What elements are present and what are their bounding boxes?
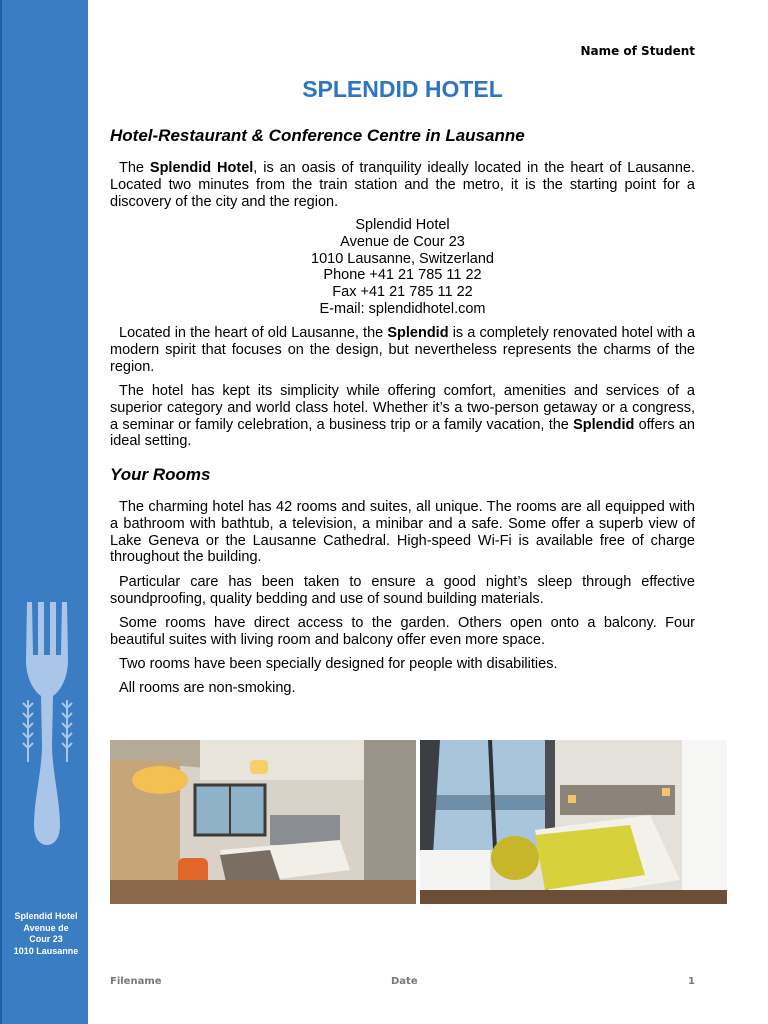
footer-filename: Filename — [110, 976, 162, 987]
intro-paragraph — [110, 160, 695, 210]
address-line: E-mail: splendidhotel.com — [319, 300, 486, 317]
footer-page-number: 1 — [688, 976, 695, 987]
sidebar-address-line: Cour 23 — [29, 934, 63, 944]
rooms-paragraph: The charming hotel has 42 rooms and suites, all unique. The rooms are all equipped with a bathroom with bathtub, a television, a minibar and a safe. Some offer a superb view of Lake Geneva or the Lausanne Cathedral. High-speed Wi-Fi is available free of charge throughout the building. — [110, 499, 695, 566]
hotel-address-block — [110, 217, 695, 318]
text-run: , is an oasis of tranquility ideally located in the heart of Lausanne. Located two minutes from the train station and the metro, it is the starting point for a discovery of the city and the region. — [110, 160, 696, 210]
address-line: Splendid Hotel — [355, 217, 450, 233]
address-line: 1010 Lausanne, Switzerland — [311, 250, 494, 267]
footer-date: Date — [391, 976, 418, 987]
rooms-paragraph: Particular care has been taken to ensure a good night’s sleep through effective soundproofing, quality bedding and use of sound building materials. — [110, 574, 695, 607]
address-line: Fax +41 21 785 11 22 — [332, 284, 473, 301]
bold-run: Splendid Hotel — [149, 160, 254, 176]
text-run: offers an ideal setting. — [110, 416, 695, 450]
text-run: Located in the heart of old Lausanne, the — [119, 325, 388, 341]
text-run: is a completely renovated hotel with a modern spirit that focuses on the design, but nevertheless represents the charms of the region. — [110, 325, 696, 375]
student-name: Name of Student — [580, 44, 695, 58]
rooms-heading: Your Rooms — [110, 465, 211, 484]
room-photo-2 — [420, 740, 727, 904]
bold-run: Splendid — [387, 325, 449, 341]
room-photo-1 — [110, 740, 416, 904]
sidebar — [0, 0, 88, 1024]
section-heading: Hotel-Restaurant & Conference Centre in Lausanne — [110, 126, 525, 145]
sidebar-address-line: 1010 Lausanne — [13, 945, 79, 956]
rooms-paragraph: Some rooms have direct access to the garden. Others open onto a balcony. Four beautiful suites with living room and balcony offer even more space. — [110, 615, 695, 648]
rooms-paragraph: Two rooms have been specially designed for people with disabilities. — [119, 656, 558, 672]
address-line: Avenue de Cour 23 — [340, 233, 465, 250]
location-paragraph — [110, 325, 695, 375]
services-paragraph — [110, 383, 695, 450]
bold-run: Splendid — [573, 416, 635, 433]
text-run: The — [119, 160, 150, 176]
sidebar-address — [4, 911, 88, 957]
sidebar-address-line: Avenue de — [23, 922, 69, 933]
page-title: SPLENDID HOTEL — [302, 76, 503, 102]
text-run: The hotel has kept its simplicity while offering comfort, amenities and services of a superior category and world class hotel. Whether it’s a two-person getaway or a congress, a seminar or family celebration, a business trip or a family vacation, the — [110, 383, 695, 433]
address-line: Phone +41 21 785 11 22 — [323, 267, 482, 284]
rooms-paragraph: All rooms are non-smoking. — [119, 680, 296, 696]
sidebar-address-line: Splendid Hotel — [14, 911, 78, 921]
fork-icon — [19, 600, 75, 845]
